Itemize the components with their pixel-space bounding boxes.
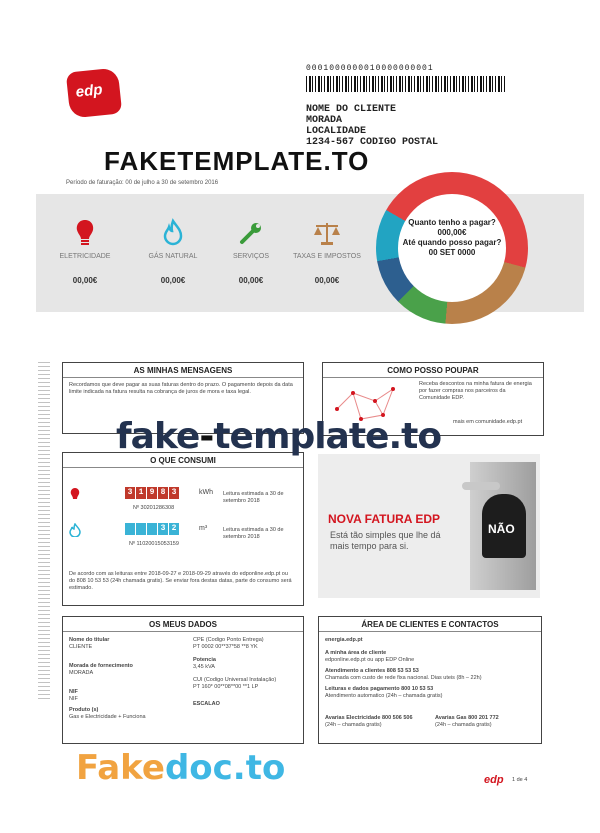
category-label: ELETRICIDADE — [59, 253, 111, 260]
avarias-electricity — [325, 715, 429, 729]
electric-unit: kWh — [199, 489, 213, 496]
savings-body: Receba descontos na minha fatura de energia por fazer compras nos parceiros da Comunidade EDP. — [419, 381, 532, 401]
category-label: GÁS NATURAL — [148, 253, 198, 260]
field-label: Produto (s) — [69, 707, 99, 713]
field-value: Gas e Electricidade + Funciona — [69, 714, 146, 720]
bulb-icon — [69, 487, 81, 508]
ad-subtitle: Está tão simples que lhe dá mais tempo para si. — [330, 530, 441, 551]
meter-digit — [147, 523, 157, 535]
meter-digit: 8 — [158, 487, 168, 499]
payment-summary — [398, 218, 506, 258]
contact-value[interactable]: edponline.edp.pt ou app EDP Online — [325, 657, 415, 663]
bulb-icon — [50, 216, 120, 250]
avarias-gas — [435, 715, 539, 729]
postal-line: 1234-567 CODIGO POSTAL — [306, 137, 439, 148]
field-label: ESCALAO — [193, 701, 220, 707]
watermark-middle — [116, 416, 441, 457]
avarias-note: (24h – chamada gratis) — [325, 722, 382, 728]
meter-digit — [125, 523, 135, 535]
page-number: 1 de 4 — [512, 777, 528, 783]
messages-title: AS MINHAS MENSAGENS — [63, 363, 303, 378]
flame-icon — [138, 216, 208, 250]
electric-meter — [125, 487, 179, 499]
field-value: CLIENTE — [69, 644, 93, 650]
gas-ref: Nº 11020015053159 — [129, 541, 179, 547]
my-data-right — [193, 637, 299, 708]
gas-unit: m³ — [199, 525, 208, 532]
category-value: 00,00€ — [160, 276, 186, 285]
watermark-bottom — [76, 748, 285, 788]
field-label: Potencia — [193, 657, 216, 663]
meter-digit: 3 — [125, 487, 135, 499]
category-label: TAXAS E IMPOSTOS — [293, 253, 361, 260]
field-label: NIF — [69, 689, 78, 695]
meter-digit: 2 — [169, 523, 179, 535]
field-label: Nome do titular — [69, 637, 110, 643]
footer-logo: edp — [484, 774, 504, 786]
contacts-title: ÁREA DE CLIENTES E CONTACTOS — [319, 617, 541, 632]
side-legal-text — [38, 362, 50, 702]
field-value: NIF — [69, 696, 78, 702]
category-services — [216, 216, 286, 285]
contact-value: Chamada com custo de rede fixa nacional. Dias uteis (8h – 22h) — [325, 675, 482, 681]
contacts-site[interactable]: energia.edp.pt — [325, 637, 363, 643]
messages-body: Recordamos que deve pagar as suas faturas dentro do prazo. O pagamento depois da data limite indicada na fatura resulta na cobrança de juros de mora e taxa legal. — [69, 382, 293, 395]
my-data-left — [69, 637, 179, 721]
due-date: 00 SET 0000 — [428, 248, 476, 257]
savings-link[interactable]: mais em comunidade.edp.pt — [453, 419, 523, 425]
contacts-body — [325, 637, 535, 700]
barcode-digits: 0001000000010000000001 — [306, 64, 434, 73]
barcode — [306, 76, 506, 92]
watermark-top: FAKETEMPLATE.TO — [104, 146, 370, 176]
meter-digit: 1 — [136, 487, 146, 499]
electric-ref: Nº 30201286308 — [133, 505, 175, 511]
flame-icon — [69, 523, 81, 542]
watermark-part: doc.to — [164, 748, 286, 788]
field-label: CPE (Codigo Ponto Entrega) — [193, 637, 264, 643]
savings-title: COMO POSSO POUPAR — [323, 363, 543, 378]
locality-line: LOCALIDADE — [306, 126, 367, 137]
door-hanger — [482, 494, 526, 558]
scales-icon — [292, 216, 362, 250]
contact-label: Atendimento a clientes 808 53 53 53 — [325, 668, 419, 674]
field-value: PT 0002 00**37*58 **8 YK — [193, 644, 258, 650]
gas-note: Leitura estimada a 30 de setembro 2018 — [223, 527, 284, 540]
electric-note: Leitura estimada a 30 de setembro 2018 — [223, 491, 284, 504]
meter-digit: 3 — [158, 523, 168, 535]
customer-name: NOME DO CLIENTE — [306, 104, 397, 115]
category-label: SERVIÇOS — [232, 253, 270, 260]
meter-digit: 3 — [169, 487, 179, 499]
contact-value: Atendimento automatico (24h – chamada gratis) — [325, 693, 443, 699]
door-handle — [462, 482, 500, 490]
avarias-label: Avarias Electricidade 800 506 506 — [325, 715, 413, 721]
watermark-part: Fake — [76, 748, 165, 788]
watermark-part: template.to — [213, 416, 442, 457]
field-label: Morada de fornecimento — [69, 663, 133, 669]
contacts-box — [318, 616, 542, 744]
consumption-box — [62, 452, 304, 606]
field-value: MORADA — [69, 670, 94, 676]
address-block — [306, 104, 438, 148]
consumption-title: O QUE CONSUMI — [63, 453, 303, 468]
wrench-icon — [216, 216, 286, 250]
avarias-note: (24h – chamada gratis) — [435, 722, 492, 728]
my-data-box — [62, 616, 304, 744]
consumption-footer: De acordo com as leituras entre 2018-09-27 e 2018-09-29 através do edponline.edp.pt ou do 808 10 53 53 (24h chamada gratis). Se enviar fora destas datas, parte do consumo será estimado. — [69, 571, 292, 591]
category-value: 00,00€ — [314, 276, 340, 285]
door-hanger-text: NÃO — [488, 522, 515, 536]
category-value: 00,00€ — [238, 276, 264, 285]
billing-period: Período de faturação: 00 de julho a 30 de setembro 2016 — [66, 180, 219, 186]
ad-title: NOVA FATURA EDP — [328, 512, 441, 526]
watermark-dash: - — [199, 416, 214, 457]
my-data-title: OS MEUS DADOS — [63, 617, 303, 632]
amount-question: Quanto tenho a pagar? — [408, 218, 496, 227]
contact-label: A minha área de cliente — [325, 650, 387, 656]
meter-digit: 9 — [147, 487, 157, 499]
logo-text: edp — [74, 81, 104, 101]
category-value: 00,00€ — [72, 276, 98, 285]
due-question: Até quando posso pagar? — [402, 238, 502, 247]
avarias-label: Avarias Gas 800 201 772 — [435, 715, 499, 721]
gas-meter — [125, 523, 179, 535]
category-gas — [138, 216, 208, 285]
amount-value: 000,00€ — [437, 228, 467, 237]
contact-label: Leituras e dados pagamento 800 10 53 53 — [325, 686, 434, 692]
field-value: 3,45 kVA — [193, 664, 215, 670]
category-electricity — [50, 216, 120, 285]
category-taxes — [292, 216, 362, 285]
watermark-part: fake — [116, 416, 200, 457]
edp-logo — [66, 67, 123, 118]
meter-digit — [136, 523, 146, 535]
field-label: CUI (Codigo Universal Instalação) — [193, 677, 277, 683]
address-line: MORADA — [306, 115, 343, 126]
field-value: PT 160* 00**08**00 **1 LP — [193, 684, 259, 690]
